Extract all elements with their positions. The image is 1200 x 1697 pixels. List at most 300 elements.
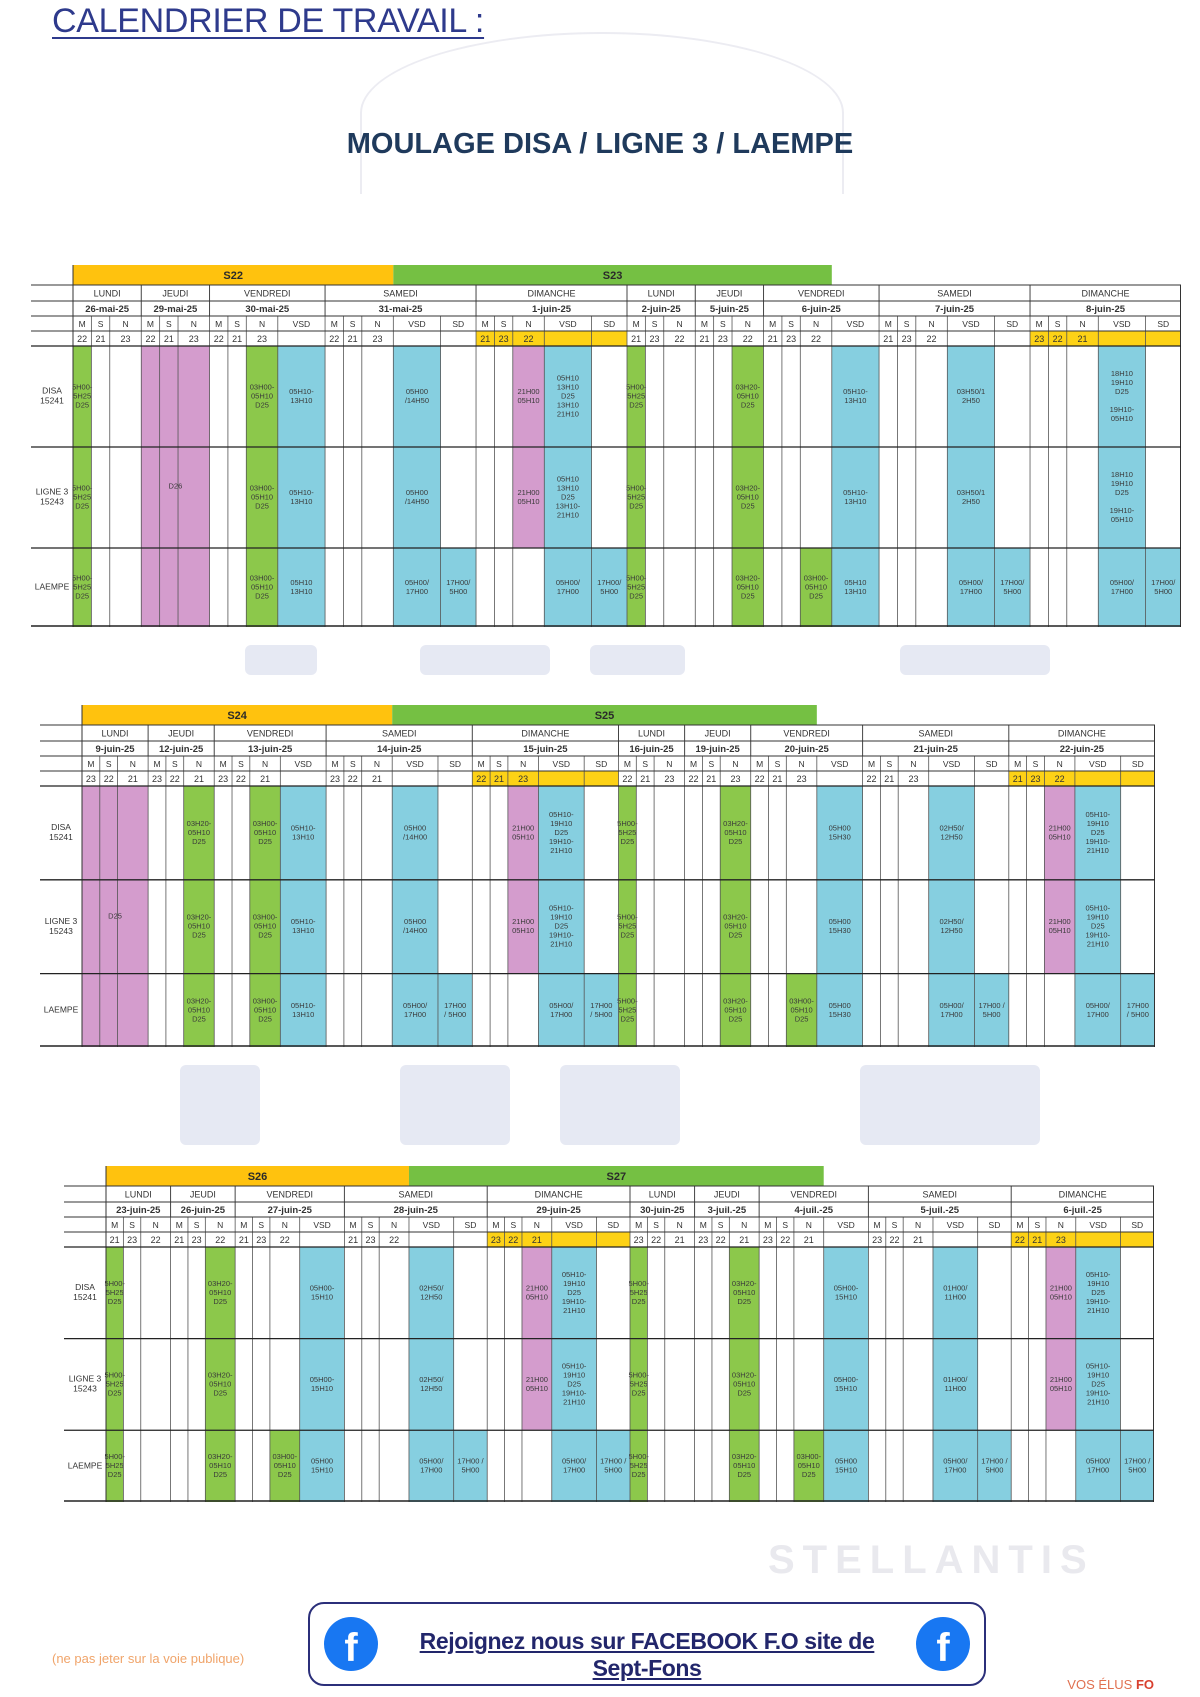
shift-label: S — [105, 758, 112, 769]
shift-cell-text: 13H10 — [844, 496, 867, 506]
cycle-number: 21 — [772, 773, 783, 784]
shift-label: S — [774, 758, 781, 769]
shift-label: S — [349, 758, 356, 769]
shift-cell-text: 03H20- — [186, 818, 212, 828]
shift-cell-text: 05H00/ — [404, 577, 430, 587]
shift-cell-text: D25 — [809, 591, 823, 601]
cycle-number: 22 — [213, 333, 224, 344]
cycle-highlight — [1076, 1232, 1121, 1247]
shift-cell-text: 19H10- — [1085, 836, 1111, 846]
facebook-icon[interactable]: f — [324, 1617, 378, 1671]
cycle-number: 21 — [699, 333, 710, 344]
facebook-banner[interactable] — [308, 1602, 986, 1686]
shift-cell-text: 21H10 — [563, 1397, 586, 1407]
cycle-number: 23 — [257, 333, 268, 344]
cycle-number: 22 — [754, 773, 765, 784]
shift-label: M — [215, 318, 223, 329]
watermark-shape — [590, 645, 685, 675]
shift-label: S — [234, 318, 240, 329]
shift-cell-text: D25 — [629, 501, 644, 511]
shift-cell-text: D25 — [75, 591, 90, 601]
shift-cell-text: 15H10 — [835, 1383, 858, 1393]
shift-cell-text: 05H10 — [250, 492, 274, 502]
day-name: SAMEDI — [922, 1189, 958, 1200]
shift-cell-text: 19H10- — [561, 1388, 587, 1398]
shift-cell-text: 12H50 — [940, 832, 963, 842]
shift-cell-text: 19H10- — [1085, 930, 1111, 940]
shift-cell-text: 05H10- — [290, 1000, 316, 1010]
shift-label: S — [193, 1219, 200, 1230]
shift-cell-text: 13H10 — [556, 382, 579, 392]
shift-cell-text: 5H00 — [985, 1465, 1004, 1475]
day-date: 6-juil.-25 — [1063, 1205, 1102, 1217]
shift-cell-text: 15H10 — [311, 1292, 334, 1302]
row-label: 15241 — [73, 1292, 97, 1303]
day-name: SAMEDI — [918, 728, 953, 739]
shift-cell-text: 17H00/ — [446, 577, 471, 587]
shift-label: N — [374, 318, 381, 329]
shift-cell-text: 5H00 — [604, 1465, 623, 1475]
cycle-number: 21 — [531, 1234, 542, 1245]
shift-cell-text: D25 — [1091, 1379, 1106, 1389]
shift-cell-text: 05H00 — [404, 823, 427, 833]
watermark-shape — [900, 645, 1050, 675]
shift-label: N — [533, 1219, 540, 1230]
facebook-icon[interactable]: f — [916, 1617, 970, 1671]
shift-cell-text: / 5H00 — [590, 1009, 613, 1019]
shift-cell-text: 05H10 — [736, 582, 759, 592]
cycle-number: 21 — [480, 333, 491, 344]
shift-cell-text: / 5H00 — [1126, 1009, 1149, 1019]
shift-cell-text: 03H00- — [252, 912, 278, 922]
shift-cell-text: 21H10 — [1087, 1305, 1110, 1315]
shift-cell-text: D25 — [728, 930, 743, 940]
shift-cell-text: 05H00 — [835, 1456, 858, 1466]
day-name: VENDREDI — [246, 728, 294, 739]
shift-cell-text: 21H10 — [1086, 939, 1109, 949]
shift-cell-text: 19H10 — [1086, 912, 1109, 922]
shift-cell-text: 5H00- — [625, 382, 647, 392]
shift-cell-text: D25 — [737, 1470, 752, 1480]
cycle-number: 22 — [77, 333, 88, 344]
shift-label: S — [651, 318, 658, 329]
shift-label: N — [190, 318, 197, 329]
day-name: DIMANCHE — [521, 728, 570, 739]
watermark-shape — [245, 645, 317, 675]
cycle-highlight — [544, 331, 591, 346]
shift-cell-text: 01H00/ — [943, 1283, 968, 1293]
cycle-number: 23 — [901, 333, 912, 344]
shift-cell-text: 19H10 — [1110, 377, 1133, 387]
cycle-number: 22 — [811, 333, 822, 344]
shift-label: SD — [1131, 758, 1144, 769]
shift-cell-text: /14H50 — [404, 395, 430, 405]
shift-label: N — [373, 758, 381, 769]
day-name: LUNDI — [101, 728, 129, 739]
shift-label: M — [175, 1219, 183, 1230]
cycle-number: 21 — [1012, 773, 1023, 784]
cycle-highlight — [1146, 331, 1181, 346]
shift-cell-text: 15H30 — [828, 832, 851, 842]
shift-label: M — [769, 318, 777, 329]
shift-label: VSD — [962, 318, 980, 329]
shift-label: M — [240, 1219, 248, 1230]
shift-cell-text: 21H10 — [1087, 1397, 1110, 1407]
shift-cell-text: D25 — [740, 591, 755, 601]
shift-label: M — [349, 1219, 357, 1230]
shift-cell-text: D25 — [277, 1470, 292, 1480]
shift-label: S — [97, 318, 104, 329]
watermark-shape — [180, 1065, 260, 1145]
cycle-highlight — [1075, 771, 1121, 786]
shift-label: N — [217, 1219, 224, 1230]
shift-cell-text: 17H00 / — [1124, 1456, 1151, 1466]
shift-cell-text: 03H20- — [731, 1452, 757, 1462]
shift-cell-text: 13H10 — [556, 483, 579, 493]
shift-label: M — [111, 1219, 119, 1230]
shift-cell-text: 5H00 — [449, 586, 468, 596]
day-date: 15-juin-25 — [523, 744, 568, 756]
day-name: JEUDI — [189, 1189, 216, 1200]
shift-cell-text: 5H00- — [628, 1452, 649, 1462]
shift-cell-text: 05H10 — [556, 474, 579, 484]
shift-cell-text: D25 — [631, 1388, 646, 1398]
day-date: 9-juin-25 — [95, 744, 135, 756]
cycle-number: 22 — [508, 1234, 519, 1245]
shift-cell-text: 05H00- — [309, 1374, 335, 1384]
shift-cell-text: 05H10 — [804, 582, 828, 592]
row-label: DISA — [51, 822, 71, 833]
cycle-number: 21 — [803, 1234, 814, 1245]
cycle-number: 21 — [193, 773, 204, 784]
shift-cell-text: 17H00/ — [1000, 577, 1025, 587]
shift-cell-text: 13H10- — [555, 501, 581, 511]
shift-cell-text: 17H00 — [1126, 1000, 1149, 1010]
row-label: 15241 — [40, 395, 64, 406]
shift-cell-text: 05H10 — [517, 496, 540, 506]
shift-cell-text: 5H00- — [625, 573, 647, 583]
cycle-number: 21 — [109, 1234, 120, 1245]
shift-cell-text: 17H00 / — [600, 1456, 627, 1466]
shift-label: SD — [595, 758, 608, 769]
shift-cell — [1098, 447, 1145, 548]
shift-cell-text: 05H00 — [405, 487, 429, 497]
cycle-highlight — [592, 331, 627, 346]
shift-label: S — [367, 1219, 374, 1230]
shift-label: S — [258, 1219, 265, 1230]
shift-cell-text: D25 — [258, 930, 272, 940]
shift-cell-text: 03H20- — [723, 818, 748, 828]
shift-cell-text: 13H10 — [290, 395, 313, 405]
shift-cell-text: 05H00/ — [549, 1000, 574, 1010]
shift-label: M — [481, 318, 489, 329]
day-date: 23-juin-25 — [116, 1205, 161, 1217]
shift-label: VSD — [313, 1219, 331, 1230]
cycle-number: 22 — [715, 1234, 726, 1245]
shift-label: S — [788, 318, 794, 329]
cycle-highlight — [596, 1232, 630, 1247]
shift-cell-text: 05H10- — [1085, 1269, 1111, 1279]
day-name: LUNDI — [638, 728, 666, 739]
shift-label: VSD — [946, 1219, 965, 1230]
day-date: 13-juin-25 — [247, 744, 293, 756]
shift-cell-text: 05H10- — [843, 487, 868, 497]
shift-label: VSD — [552, 758, 571, 769]
shift-cell-text: D25 — [213, 1470, 228, 1480]
shift-cell-text: 19H10- — [548, 836, 574, 846]
shift-label: M — [492, 1219, 500, 1230]
shift-cell-text: 05H00- — [833, 1283, 859, 1293]
shift-cell-text: 05H10 — [254, 921, 277, 931]
shift-cell-text: 05H00/ — [958, 577, 984, 587]
day-date: 26-mai-25 — [85, 304, 130, 316]
shift-label: M — [87, 758, 95, 769]
cycle-number: 23 — [1055, 1234, 1066, 1245]
cycle-number: 21 — [1032, 1234, 1043, 1245]
shift-label: N — [676, 318, 683, 329]
shift-cell-text: D25 — [561, 492, 575, 502]
shift-cell-text: 21H10 — [556, 510, 579, 520]
cycle-number: 23 — [786, 333, 797, 344]
day-date: 5-juil.-25 — [920, 1205, 960, 1217]
page-title: CALENDRIER DE TRAVAIL : — [52, 2, 485, 40]
shift-cell-text: D25 — [629, 591, 644, 601]
shift-cell-text: 05H10 — [1110, 413, 1133, 423]
shift-cell-text: 03H20- — [207, 1452, 233, 1462]
day-name: LUNDI — [648, 1189, 676, 1200]
shift-cell-text: 5H25 — [629, 1461, 648, 1471]
cycle-number: 23 — [490, 1234, 501, 1245]
shift-cell-text: 21H10 — [1086, 845, 1109, 855]
cycle-number: 22 — [279, 1234, 290, 1245]
shift-cell-text: 19H10 — [1086, 818, 1109, 828]
shift-cell-text: D25 — [631, 1296, 646, 1306]
shift-cell-text: D25 — [794, 1014, 809, 1024]
shift-cell-text: 21H00 — [1048, 823, 1071, 833]
shift-cell-text: 17H00 — [944, 1465, 967, 1475]
shift-cell-text: 05H10 — [1049, 1292, 1072, 1302]
cycle-highlight — [552, 1232, 597, 1247]
shift-cell-text: 05H10 — [254, 827, 277, 837]
shift-cell-text: / 5H00 — [444, 1009, 467, 1019]
shift-cell-text: 05H00/ — [562, 1456, 587, 1466]
shift-cell-text: 05H10 — [1048, 926, 1071, 936]
cycle-number: 22 — [1054, 773, 1065, 784]
shift-cell-text: D25 — [75, 501, 90, 511]
shift-cell-text: 05H00 — [828, 823, 851, 833]
day-date: 26-juin-25 — [180, 1205, 226, 1217]
shift-cell-text: 5H00- — [71, 573, 93, 583]
shift-cell-text: 19H10- — [561, 1296, 587, 1306]
shift-cell-text: 19H10- — [1109, 505, 1135, 515]
shift-label: M — [873, 1219, 881, 1230]
shift-cell-text: 05H10- — [1085, 809, 1111, 819]
shift-label: N — [391, 1219, 398, 1230]
row-label: 15243 — [40, 496, 64, 507]
shift-cell-text: 13H10 — [292, 1009, 315, 1019]
shift-label: N — [798, 758, 805, 769]
shift-cell-text: 02H50/ — [419, 1374, 444, 1384]
shift-cell-text: 17H00 — [550, 1009, 573, 1019]
week-label: S24 — [227, 709, 247, 722]
shift-cell-text: 05H10 — [254, 1005, 277, 1015]
shift-label: S — [510, 1219, 517, 1230]
cycle-number: 21 — [260, 773, 271, 784]
row-label: 15243 — [73, 1383, 97, 1394]
shift-label: VSD — [406, 758, 424, 769]
shift-label: N — [744, 318, 751, 329]
cycle-highlight — [538, 771, 584, 786]
shift-cell-text: 03H00- — [789, 996, 814, 1006]
shift-cell-text: 5H25 — [105, 1287, 124, 1297]
footer-signature-brand: FO — [1135, 1677, 1154, 1692]
shift-cell-text: D25 — [75, 400, 90, 410]
shift-cell-text: 5H25 — [105, 1461, 124, 1471]
day-date: 14-juin-25 — [377, 744, 422, 756]
shift-cell-text: 05H10- — [289, 487, 314, 497]
day-name: SAMEDI — [381, 728, 417, 739]
shift-cell-text: 11H00 — [944, 1292, 967, 1302]
cycle-number: 23 — [649, 333, 660, 344]
page-subtitle: MOULAGE DISA / LIGNE 3 / LAEMPE — [346, 128, 854, 160]
day-date: 31-mai-25 — [378, 304, 423, 316]
day-date: 20-juin-25 — [784, 744, 829, 756]
day-date: 29-juin-25 — [536, 1205, 581, 1217]
shift-label: VSD — [1113, 318, 1131, 329]
shift-cell-text: D25 — [740, 400, 755, 410]
shift-cell-text: D25 — [213, 1296, 228, 1306]
shift-label: M — [884, 318, 892, 329]
cycle-highlight — [1098, 331, 1145, 346]
shift-cell-text: 17H00 / — [457, 1456, 484, 1466]
cycle-number: 21 — [739, 1234, 750, 1245]
shift-cell-text: 05H10- — [290, 823, 316, 833]
cycle-number: 21 — [631, 333, 642, 344]
shift-cell-text: 03H00- — [252, 996, 278, 1006]
cycle-highlight — [584, 771, 618, 786]
shift-cell-text: D25 — [1115, 487, 1129, 497]
shift-cell-text: 5H25 — [73, 582, 92, 592]
shift-label: M — [146, 318, 155, 329]
shift-cell-text: D25 — [629, 400, 644, 410]
shift-label: S — [500, 318, 507, 329]
shift-cell-text: 17H00 — [556, 586, 579, 596]
watermark-text: STELLANTIS — [768, 1538, 1095, 1582]
shift-cell-text: 03H20- — [723, 912, 748, 922]
shift-cell-text: 19H10 — [550, 818, 573, 828]
week-label: S27 — [606, 1170, 627, 1183]
facebook-link[interactable]: Rejoignez nous sur FACEBOOK F.O site de Sept-Fons — [419, 1628, 875, 1681]
shift-label: VSD — [559, 318, 577, 329]
shift-cell-text: 03H00- — [272, 1452, 298, 1462]
shift-cell-text: 01H00/ — [943, 1374, 968, 1384]
shift-cell-text: D25 — [192, 930, 206, 940]
shift-cell-text: D25 — [1091, 1287, 1106, 1297]
row-label: DISA — [75, 1282, 95, 1293]
cycle-number: 22 — [150, 1234, 161, 1245]
shift-cell-text: 05H10- — [290, 917, 316, 927]
shift-cell-text: 21H00 — [525, 1283, 548, 1293]
shift-cell-text: 05H00/ — [939, 1000, 964, 1010]
shift-cell-text: 05H10 — [733, 1461, 756, 1471]
shift-cell-text: 03H00- — [252, 818, 278, 828]
shift-label: SD — [1157, 318, 1170, 329]
shift-cell-text: 18H10 — [1110, 469, 1133, 479]
cycle-number: 23 — [191, 1234, 202, 1245]
shift-label: M — [1014, 758, 1022, 769]
shift-label: SD — [452, 318, 465, 329]
shift-cell-text: 03H20- — [735, 573, 761, 583]
shift-label: VSD — [837, 1219, 855, 1230]
day-date: 19-juin-25 — [695, 744, 740, 756]
shift-label: M — [700, 318, 709, 329]
cycle-number: 23 — [633, 1234, 644, 1245]
shift-cell-text: D25 — [801, 1470, 816, 1480]
day-name: SAMEDI — [398, 1189, 434, 1200]
shift-cell-text: 12H50 — [940, 926, 963, 936]
shift-cell-text: 17H00 — [563, 1465, 586, 1475]
shift-cell-text: 21H10 — [563, 1305, 586, 1315]
week-label: S23 — [602, 269, 623, 282]
cycle-number: 23 — [120, 333, 131, 344]
shift-label: S — [1054, 318, 1061, 329]
shift-label: N — [910, 758, 917, 769]
shift-cell-text: D25 — [561, 391, 575, 401]
day-date: 22-juin-25 — [1059, 744, 1105, 756]
cycle-number: 21 — [163, 333, 174, 344]
shift-cell-text: D25 — [192, 1014, 206, 1024]
day-name: DIMANCHE — [1058, 1189, 1107, 1200]
shift-label: N — [195, 758, 203, 769]
shift-cell-text: 5H00- — [617, 996, 638, 1006]
day-date: 29-mai-25 — [153, 304, 198, 316]
shift-cell-text: /14H00 — [402, 832, 428, 842]
schedule-block-3 — [64, 1166, 1154, 1502]
shift-cell-text: 5H00- — [71, 382, 93, 392]
watermark-shape — [400, 1065, 510, 1145]
shift-cell-text: 05H10 — [273, 1461, 296, 1471]
row-label: 15243 — [49, 925, 73, 936]
shift-cell-text: 13H10 — [292, 926, 315, 936]
shift-label: N — [129, 758, 136, 769]
day-date: 27-juin-25 — [267, 1205, 312, 1217]
day-date: 30-mai-25 — [245, 304, 290, 316]
shift-cell-text: 2H50 — [961, 496, 980, 506]
shift-label: N — [281, 1219, 288, 1230]
shift-cell-text: 5H00- — [71, 483, 93, 493]
cycle-number: 23 — [730, 773, 741, 784]
shift-label: S — [129, 1219, 135, 1230]
row-label: LIGNE 3 — [44, 915, 78, 926]
shift-label: M — [764, 1219, 772, 1230]
shift-cell-text: 05H10 — [556, 373, 579, 383]
day-date: 3-juil.-25 — [707, 1205, 747, 1217]
shift-cell-text: D25 — [567, 1287, 582, 1297]
shift-cell-text: 05H10- — [289, 386, 314, 396]
cycle-number: 22 — [651, 1234, 662, 1245]
day-date: 21-juin-25 — [913, 744, 958, 756]
cycle-number: 21 — [232, 333, 243, 344]
shift-cell-text: 03H50/1 — [956, 386, 986, 396]
day-name: LUNDI — [124, 1189, 152, 1200]
shift-cell-text: 5H25 — [618, 827, 637, 837]
shift-cell-text: 5H25 — [629, 1287, 648, 1297]
shift-cell-text: 05H10 — [724, 1005, 747, 1015]
footer-signature-prefix: VOS ÉLUS — [1067, 1677, 1136, 1692]
day-name: VENDREDI — [798, 288, 845, 299]
cycle-number: 22 — [866, 773, 877, 784]
shift-cell-text: 17H00 — [1086, 1009, 1109, 1019]
